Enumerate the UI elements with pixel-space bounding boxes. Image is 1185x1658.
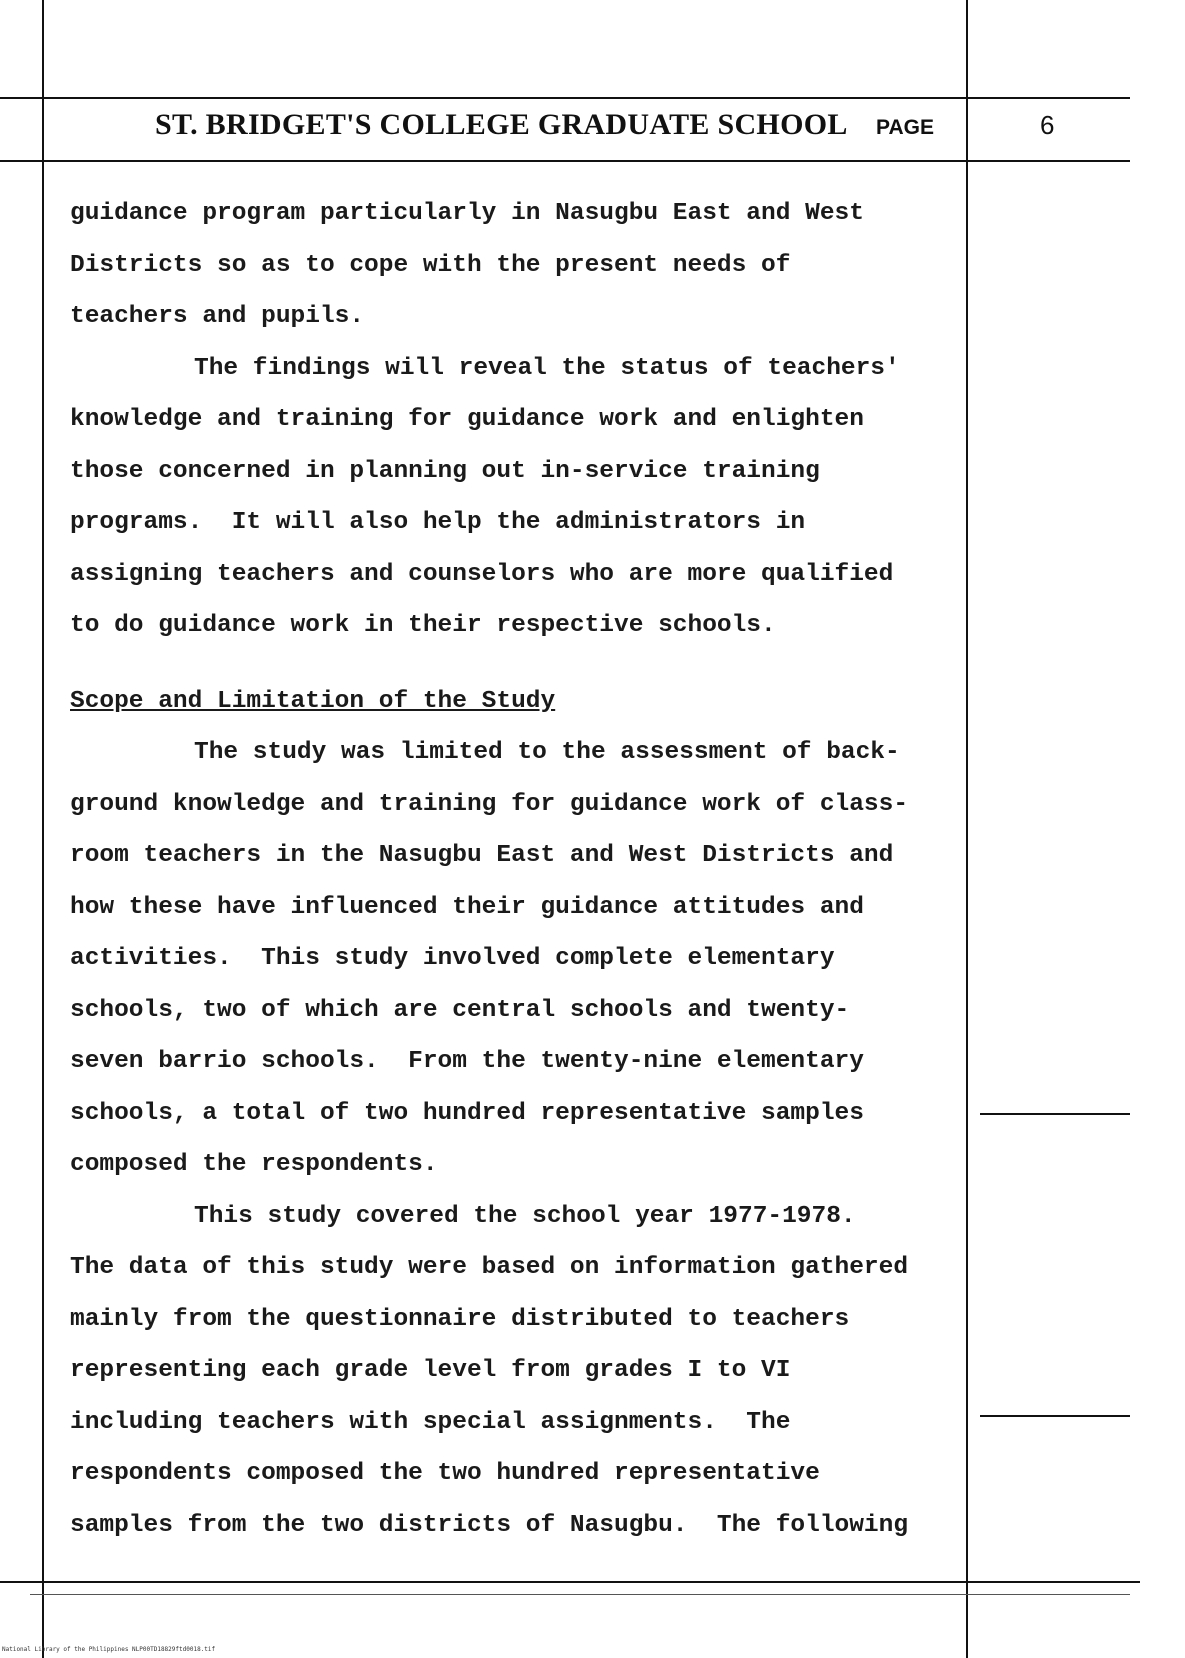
text-line: This study covered the school year 1977-1978.	[194, 1202, 856, 1230]
text-line: composed the respondents.	[70, 1151, 438, 1178]
text-line: The findings will reveal the status of teachers'	[194, 354, 900, 382]
header-bottom-rule	[0, 160, 1130, 162]
footer-rule	[0, 1581, 1140, 1583]
text-line: including teachers with special assignments. The	[70, 1408, 791, 1436]
body-text	[70, 188, 980, 1551]
side-margin-rule-2	[980, 1415, 1130, 1417]
header-title: ST. BRIDGET'S COLLEGE GRADUATE SCHOOL	[155, 108, 848, 141]
page-number: 6	[1040, 110, 1055, 140]
text-line: how these have influenced their guidance attitudes and	[70, 893, 864, 921]
side-margin-rule-1	[980, 1113, 1130, 1115]
text-line: teachers and pupils.	[70, 303, 365, 330]
text-line: ground knowledge and training for guidance work of class-	[70, 790, 909, 818]
text-line: representing each grade level from grades I to VI	[70, 1357, 791, 1384]
text-line: The data of this study were based on information gathered	[70, 1254, 909, 1281]
text-line: guidance program particularly in Nasugbu East and West	[70, 200, 864, 227]
text-line: activities. This study involved complete elementary	[70, 945, 835, 972]
text-line: assigning teachers and counselors who are more qualified	[70, 560, 894, 588]
header-top-rule	[0, 97, 1130, 99]
footer-rule-faint	[30, 1594, 1130, 1595]
text-line: programs. It will also help the administrators in	[70, 509, 806, 536]
text-line: schools, two of which are central schools and twenty-	[70, 996, 850, 1024]
text-line: The study was limited to the assessment of back-	[194, 739, 900, 766]
text-line: those concerned in planning out in-service training	[70, 457, 820, 485]
section-gap	[70, 652, 980, 676]
text-line: respondents composed the two hundred representative	[70, 1460, 820, 1487]
left-margin-rule	[42, 0, 44, 1658]
text-line: seven barrio schools. From the twenty-nine elementary	[70, 1048, 864, 1075]
section-heading: Scope and Limitation of the Study	[70, 687, 556, 715]
text-line: to do guidance work in their respective schools.	[70, 612, 776, 639]
page-label: PAGE	[876, 116, 934, 139]
footer-note: National Library of the Philippines NLP00TD18829ftd0018.tif	[2, 1646, 216, 1653]
text-line: schools, a total of two hundred representative samples	[70, 1099, 864, 1127]
text-line: mainly from the questionnaire distributed to teachers	[70, 1305, 850, 1333]
text-line: Districts so as to cope with the present needs of	[70, 251, 791, 279]
text-line: samples from the two districts of Nasugbu. The following	[70, 1511, 909, 1539]
text-line: knowledge and training for guidance work and enlighten	[70, 406, 864, 433]
text-line: room teachers in the Nasugbu East and West Districts and	[70, 842, 894, 869]
